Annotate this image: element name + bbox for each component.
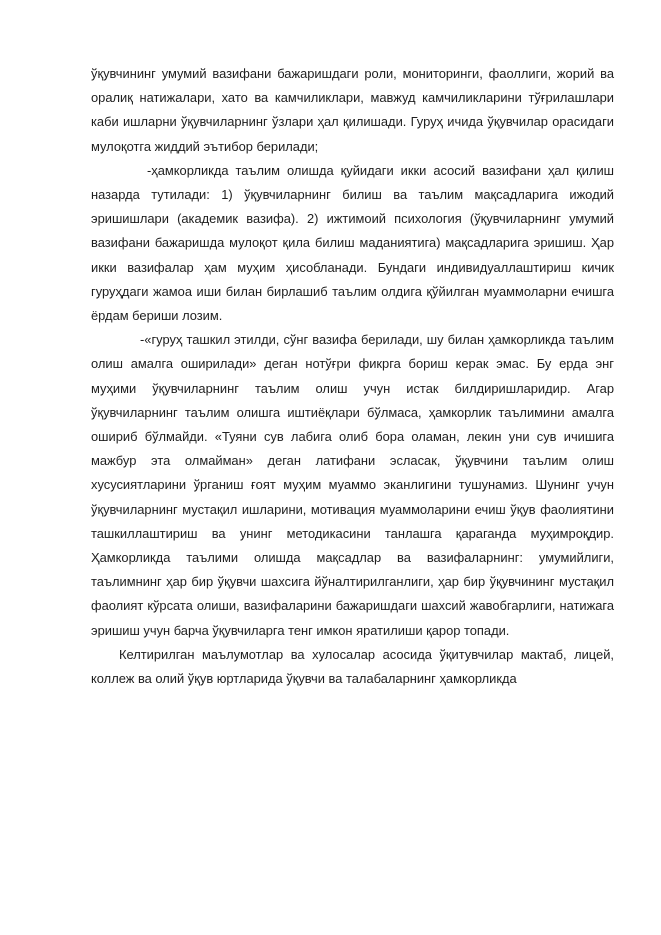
paragraph-2: -ҳамкорликда таълим олишда қуйидаги икки асосий вазифани ҳал қилиш назарда тутилади: 1) ўқувчиларнинг билиш ва таълим мақсадларига ижодий эришишлари (академик вазифа). 2) ижтимоий психология (ўқувчиларнинг умумий вазифани бажаришда мулоқот қила билиш маданиятига) мақсадларига эришиш. Ҳар икки вазифалар ҳам муҳим ҳисобланади. Бундаги индивидуаллаштириш кичик гуруҳдаги жамоа иши билан бирлашиб таълим олдига қўйилган муаммоларни ечишга ёрдам бериши лозим. (91, 162, 614, 324)
paragraph-1: ўқувчининг умумий вазифани бажаришдаги роли, мониторинги, фаоллиги, жорий ва оралиқ натижалари, хато ва камчиликлари, мавжуд камчиликларини тўғрилашлари каби ишларни ўқувчиларнинг ўзлари ҳал қилишади. Гуруҳ ичида ўқувчилар орасидаги мулоқотга жиддий эътибор берилади; (91, 66, 614, 154)
paragraph-3: -«гуруҳ ташкил этилди, сўнг вазифа берилади, шу билан ҳамкорликда таълим олиш амалга оширилади» деган нотўғри фикрга бориш керак эмас. Бу ерда энг муҳими ўқувчиларнинг таълим олиш учун истак билдиришларидир. Агар ўқувчиларнинг таълим олишга иштиёқлари бўлмаса, ҳамкорлик таълимини амалга ошириб бўлмайди. «Туяни сув лабига олиб бора оламан, лекин уни сув ичишига мажбур эта олмайман» деган латифани эсласак, ўқувчини таълим олиш хусусиятларини ўрганиш ғоят муҳим муаммо эканлигини тушунамиз. Шунинг учун ўқувчиларнинг мустақил ишларини, мотивация муаммоларини ечиш ўқув фаолиятини ташкиллаштириш ва унинг методикасини танлашга қараганда муҳимроқдир. Ҳамкорликда таълими олишда мақсадлар ва вазифаларнинг: умумийлиги, таълимнинг ҳар бир ўқувчи шахсига йўналтирилганлиги, ҳар бир ўқувчининг мустақил фаолият кўрсата олиши, вазифаларини бажаришдаги шахсий жавобгарлиги, натижага эришиш учун барча ўқувчиларга тенг имкон яратилиши қарор топади. (91, 332, 614, 638)
paragraph-4: Келтирилган маълумотлар ва хулосалар асосида ўқитувчилар мактаб, лицей, коллеж ва олий ўқув юртларида ўқувчи ва талабаларнинг ҳамкорликда (91, 646, 614, 687)
